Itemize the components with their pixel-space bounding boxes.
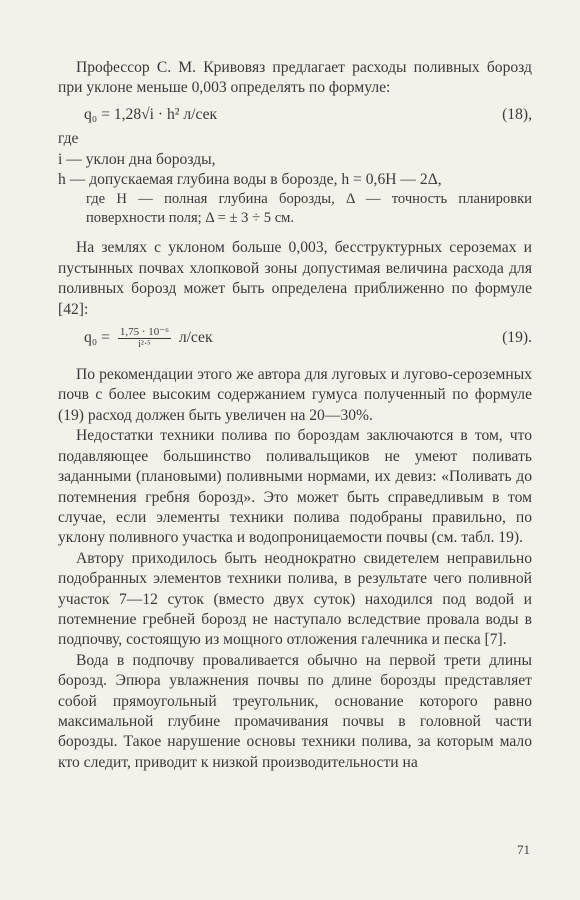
formula-19-fraction xyxy=(118,326,171,351)
formula-19 xyxy=(58,326,532,351)
paragraph-intro: Профессор С. М. Кривовяз предлагает расходы поливных борозд при уклоне меньше 0,003 определять по формуле: xyxy=(58,59,532,97)
formula-18 xyxy=(58,105,532,125)
formula-19-expression xyxy=(84,326,213,351)
paragraph-subsoil: Вода в подпочву проваливается обычно на первой трети длины борозд. Эпюра увлажнения почвы по длине борозды представляет собой прямоугольный треугольник, основание которого равно максимальной глубине промачивания почвы в головной части борозды. Такое нарушение основы техники полива, за которым мало кто следит, приводит к низкой производительности на xyxy=(58,651,532,771)
definition-h-continued: где H — полная глубина борозды, Δ — точность планировки поверхности поля; Δ = ± 3 ÷ 5 см. xyxy=(86,191,532,227)
paragraph-witness: Автору приходилось быть неоднократно свидетелем неправильно подобранных элементов техники полива, в результате чего поливной участок 7—12 суток (вместо двух суток) находился под водой и потемнение гребней борозд не наступало вследствие провала воды в подпочву, состоящую из мощного отложения галечника и песка [7]. xyxy=(58,549,532,649)
formula-18-expression: q₀ = 1,28√i · h² л/сек xyxy=(84,105,218,123)
definition-i: i — уклон дна борозды, xyxy=(58,150,216,168)
paragraph-recommendation: По рекомендации этого же автора для луговых и лугово-сероземных почв с более высоким содержанием гумуса полученный по формуле (19) расход должен быть увеличен на 20—30%. xyxy=(58,366,532,424)
paragraph-drawbacks: Недостатки техники полива по бороздам заключаются в том, что подавляющее большинство поливальщиков не умеют поливать заданными (плановыми) поливными нормами, их девиз: «Поливать до потемнения гребня борозд». Это может быть справедливым в том случае, если элементы техники полива подобраны правильно, по уклону поливного участка и водопроницаемости почвы (см. табл. 19). xyxy=(58,427,532,547)
body-text xyxy=(58,58,532,773)
formula-19-units: л/сек xyxy=(178,329,213,347)
definition-where: где xyxy=(58,130,79,148)
paragraph-slope: На землях с уклоном больше 0,003, бесструктурных сероземах и пустынных почвах хлопковой зоны допустимая величина расхода для поливных борозд может быть определена приближенно по формуле [42]: xyxy=(58,239,532,318)
definition-h: h — допускаемая глубина воды в борозде, h = 0,6H — 2Δ, xyxy=(58,171,442,189)
definitions xyxy=(58,129,532,228)
page-number: 71 xyxy=(517,842,530,857)
formula-19-denominator: i²·⁵ xyxy=(138,339,151,351)
formula-19-numerator: 1,75 · 10⁻⁶ xyxy=(119,326,169,339)
formula-19-number: (19). xyxy=(502,329,532,347)
formula-19-lhs: q₀ = xyxy=(84,329,110,347)
formula-18-number: (18), xyxy=(502,105,532,123)
